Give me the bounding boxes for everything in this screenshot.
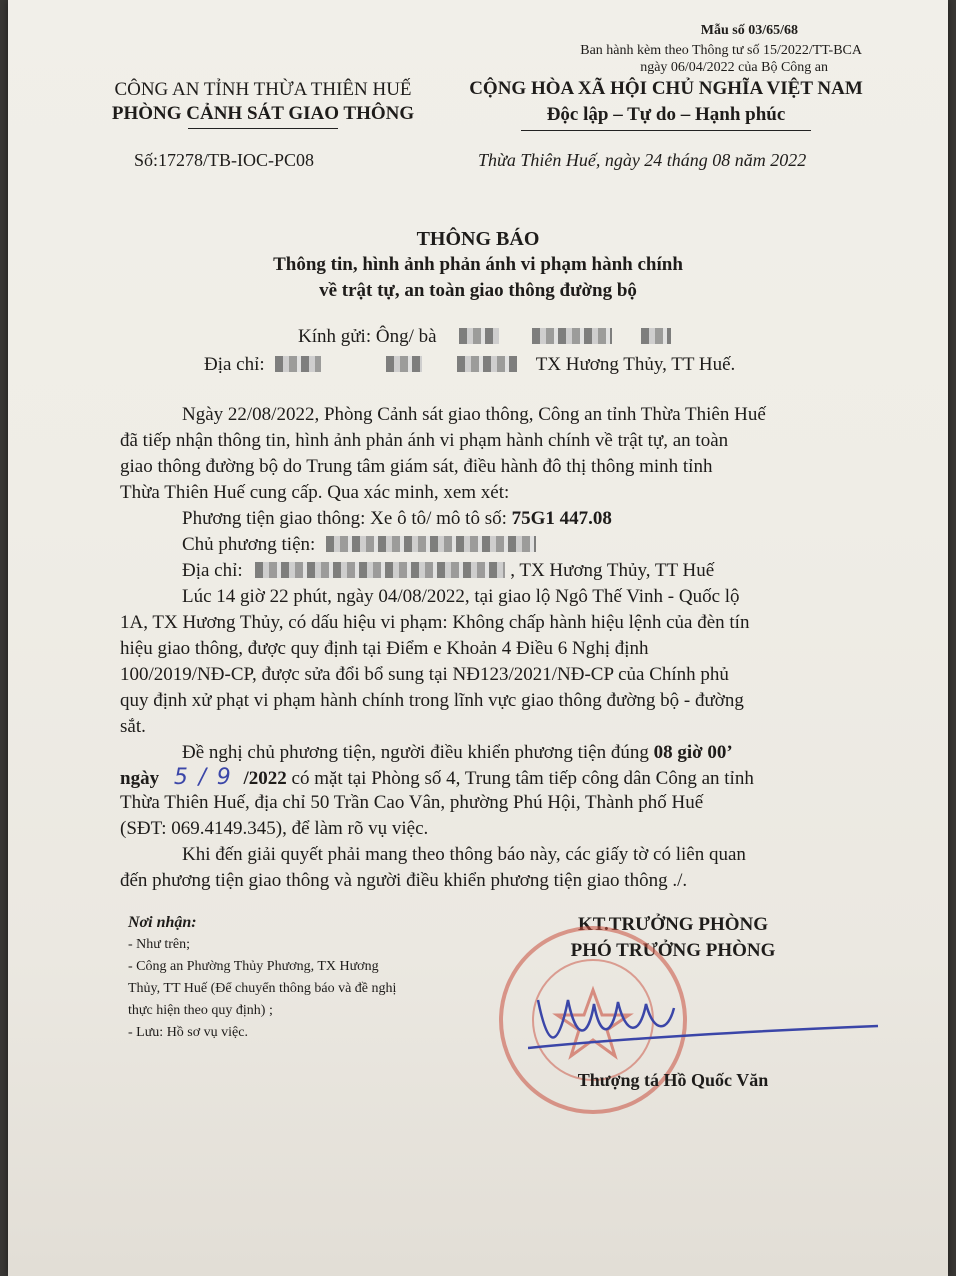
document-page <box>8 0 948 1276</box>
owner-address-line <box>182 560 714 582</box>
vehicle-plate: 75G1 447.08 <box>511 508 612 529</box>
body-line: (SĐT: 069.4149.345), để làm rõ vụ việc. <box>120 818 429 839</box>
agency-line1: CÔNG AN TỈNH THỪA THIÊN HUẾ <box>114 79 412 100</box>
redacted-name <box>641 328 671 344</box>
owner-address-label: Địa chỉ: <box>182 560 243 581</box>
document-subtitle-1: Thông tin, hình ảnh phản ánh vi phạm hành chính <box>273 254 683 275</box>
body-line: hiệu giao thông, được quy định tại Điểm e Khoản 4 Điều 6 Nghị định <box>120 638 649 659</box>
recipient-address-label: Địa chỉ: <box>204 354 265 375</box>
body-line: 100/2019/NĐ-CP, được sửa đổi bổ sung tại NĐ123/2021/NĐ-CP của Chính phủ <box>120 664 729 685</box>
recipient-item: - Như trên; <box>128 937 191 952</box>
appointment-date-line <box>120 765 754 790</box>
motto-underline <box>521 130 811 131</box>
national-line1: CỘNG HÒA XÃ HỘI CHỦ NGHĨA VIỆT NAM <box>469 78 863 99</box>
recipient-label: Kính gửi: Ông/ bà <box>298 326 437 347</box>
form-issued-with: Ban hành kèm theo Thông tư số 15/2022/TT-BCA <box>580 43 862 58</box>
redacted-owner-address <box>255 562 505 578</box>
redacted-owner <box>326 536 536 552</box>
place-date: Thừa Thiên Huế, ngày 24 tháng 08 năm 2022 <box>478 150 807 170</box>
appointment-year: /2022 <box>243 768 287 789</box>
body-text: có mặt tại Phòng số 4, Trung tâm tiếp công dân Công an tỉnh <box>291 768 754 789</box>
signer-name: Thượng tá Hồ Quốc Văn <box>577 1070 769 1090</box>
document-subtitle-2: về trật tự, an toàn giao thông đường bộ <box>319 280 637 301</box>
handwritten-separator: / <box>198 765 206 790</box>
recipient-item: - Công an Phường Thủy Phương, TX Hương <box>128 959 379 974</box>
recipient-item: thực hiện theo quy định) ; <box>128 1003 273 1018</box>
recipient-line <box>298 326 671 348</box>
document-title: THÔNG BÁO <box>416 228 540 250</box>
agency-header <box>88 78 438 129</box>
body-line: quy định xử phạt vi phạm hành chính trong lĩnh vực giao thông đường bộ - đường <box>120 690 744 711</box>
body-line: 1A, TX Hương Thủy, có dấu hiệu vi phạm: Không chấp hành hiệu lệnh của đèn tín <box>120 612 750 633</box>
body-line: Thừa Thiên Huế, địa chỉ 50 Trần Cao Vân, phường Phú Hội, Thành phố Huế <box>120 792 704 813</box>
form-issued-date: ngày 06/04/2022 của Bộ Công an <box>640 60 828 75</box>
body-line <box>182 742 733 764</box>
national-header <box>446 76 886 131</box>
vehicle-line <box>182 508 612 530</box>
redacted-address <box>457 356 517 372</box>
form-number: Mẫu số 03/65/68 <box>700 23 798 38</box>
recipients-heading: Nơi nhận: <box>128 914 197 931</box>
handwritten-signature-icon <box>528 980 888 1070</box>
recipient-address-line <box>204 354 735 376</box>
redacted-address <box>275 356 321 372</box>
redacted-address <box>386 356 422 372</box>
body-line: Thừa Thiên Huế cung cấp. Qua xác minh, xem xét: <box>120 482 510 503</box>
body-line: đến phương tiện giao thông và người điều khiển phương tiện giao thông ./. <box>120 870 688 891</box>
body-line: giao thông đường bộ do Trung tâm giám sát, điều hành đô thị thông minh tỉnh <box>120 456 713 477</box>
agency-underline <box>188 128 338 129</box>
recipients-list <box>128 912 396 1044</box>
body-line: đã tiếp nhận thông tin, hình ảnh phản ánh vi phạm hành chính về trật tự, an toàn <box>120 430 729 451</box>
signer-role-1: KT.TRƯỞNG PHÒNG <box>578 914 768 935</box>
recipient-item: Thủy, TT Huế (Để chuyển thông báo và đề nghị <box>128 981 397 996</box>
agency-line2: PHÒNG CẢNH SÁT GIAO THÔNG <box>111 103 415 124</box>
vehicle-label: Phương tiện giao thông: Xe ô tô/ mô tô số: <box>182 508 507 529</box>
body-line: sắt. <box>120 716 146 737</box>
document-number: Số:17278/TB-IOC-PC08 <box>134 150 315 170</box>
signer-role-2: PHÓ TRƯỞNG PHÒNG <box>570 940 776 961</box>
body-line: Lúc 14 giờ 22 phút, ngày 04/08/2022, tại giao lộ Ngô Thế Vinh - Quốc lộ <box>182 586 740 607</box>
body-line: Ngày 22/08/2022, Phòng Cảnh sát giao thông, Công an tỉnh Thừa Thiên Huế <box>182 404 766 425</box>
owner-label: Chủ phương tiện: <box>182 534 316 555</box>
appointment-day-label: ngày <box>120 768 160 789</box>
recipient-item: - Lưu: Hồ sơ vụ việc. <box>128 1025 248 1040</box>
owner-line <box>182 534 536 556</box>
redacted-name <box>459 328 499 344</box>
appointment-time: 08 giờ 00’ <box>653 742 733 763</box>
redacted-name <box>532 328 612 344</box>
recipient-address-tail: TX Hương Thủy, TT Huế. <box>535 354 736 375</box>
body-line: Khi đến giải quyết phải mang theo thông báo này, các giấy tờ có liên quan <box>182 844 746 865</box>
body-text: Đề nghị chủ phương tiện, người điều khiển phương tiện đúng <box>182 742 649 763</box>
owner-address-tail: , TX Hương Thủy, TT Huế <box>510 560 715 581</box>
national-motto: Độc lập – Tự do – Hạnh phúc <box>546 104 786 125</box>
handwritten-month: 9 <box>216 765 231 790</box>
handwritten-day: 5 <box>173 765 188 790</box>
